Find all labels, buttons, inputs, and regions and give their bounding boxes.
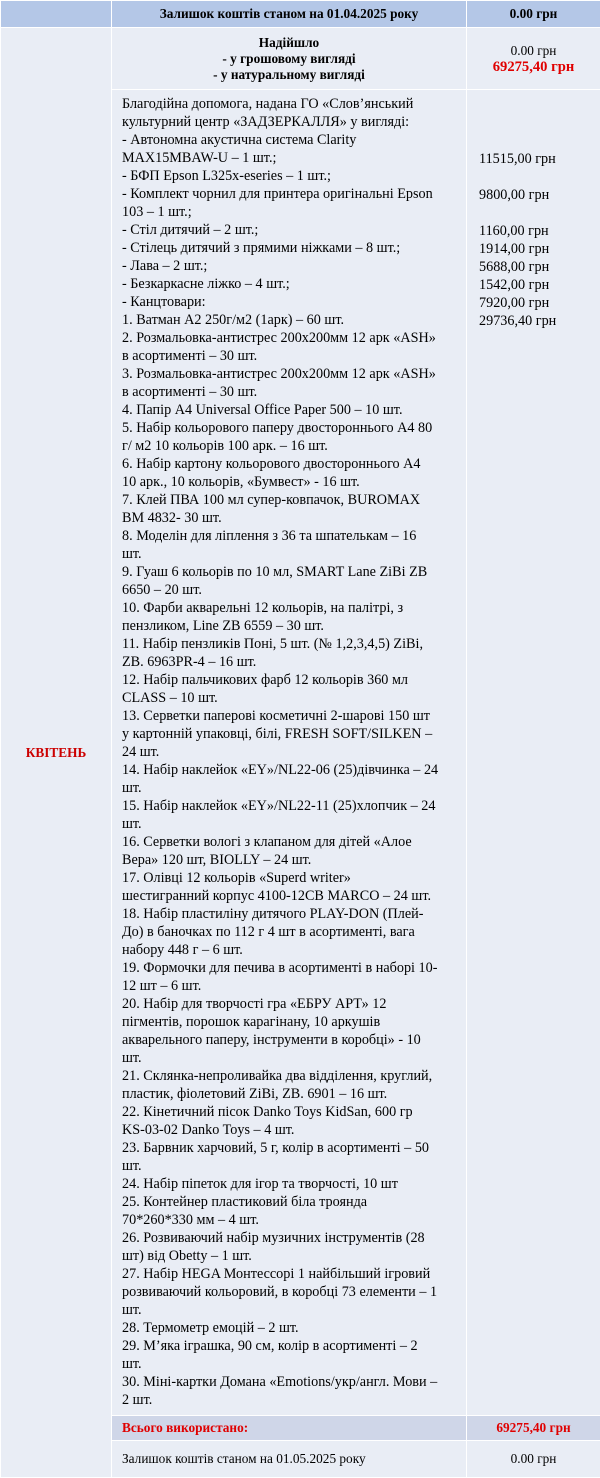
item-line: шестигранний корпус 4100-12CB MARCO – 24 шт. [122, 887, 458, 905]
item-line: 3. Розмальовка-антистрес 200х200мм 12 арк «ASH» [122, 365, 458, 383]
item-line: набору 448 г – 6 шт. [122, 941, 458, 959]
total-used-label: Всього використано: [112, 1416, 467, 1441]
item-line: пластик, фіолетовий ZiBi, ZB. 6901 – 16 шт. [122, 1085, 458, 1103]
opening-balance-title: Залишок коштів станом на 01.04.2025 року [112, 1, 467, 28]
item-line: 30. Міні-картки Домана «Emotions/укр/англ. Мови – [122, 1373, 458, 1391]
item-line: 12. Набір пальчикових фарб 12 кольорів 360 мл [122, 671, 458, 689]
item-line: 7. Клей ПВА 100 мл супер-ковпачок, BUROMAX [122, 491, 458, 509]
opening-balance-amount: 0.00 грн [467, 1, 600, 28]
item-line: 13. Серветки паперові косметичні 2-шарові 150 шт [122, 707, 458, 725]
item-line: 26. Розвиваючий набір музичних інструментів (28 [122, 1229, 458, 1247]
item-line: 12 шт – 6 шт. [122, 977, 458, 995]
item-line: 10. Фарби акварельні 12 кольорів, на палітрі, з [122, 599, 458, 617]
received-line-title: Надійшло [112, 35, 466, 51]
item-line: - Автономна акустична система Clarity [122, 131, 458, 149]
opening-balance-row [1, 1, 600, 28]
item-line: 29. М’яка іграшка, 90 см, колір в асортименті – 2 [122, 1337, 458, 1355]
item-line: - Стіл дитячий – 2 шт.; [122, 221, 458, 239]
item-line: 16. Серветки вологі з клапаном для дітей «Алое [122, 833, 458, 851]
items-description [112, 90, 467, 1416]
item-line: 6. Набір картону кольорового двостороннього А4 [122, 455, 458, 473]
item-line: 1. Ватман А2 250г/м2 (1арк) – 60 шт. [122, 311, 458, 329]
received-in-kind-amount: 69275,40 грн [467, 59, 600, 75]
item-line: До) в баночках по 112 г 4 шт в асортименті, вага [122, 923, 458, 941]
item-line: CLASS – 10 шт. [122, 689, 458, 707]
item-line: 19. Формочки для печива в асортименті в наборі 10- [122, 959, 458, 977]
received-row [1, 28, 600, 90]
item-line: у картонній упаковці, білі, FRESH SOFT/SILKEN – [122, 725, 458, 743]
item-line: - Комплект чорнил для принтера оригінальні Epson [122, 185, 458, 203]
item-line: 2. Розмальовка-антистрес 200х200мм 12 арк «ASH» [122, 329, 458, 347]
item-amount: 29736,40 грн [479, 312, 600, 330]
item-line: шт. [122, 545, 458, 563]
total-used-amount: 69275,40 грн [467, 1416, 600, 1441]
item-line: шт. [122, 1049, 458, 1067]
item-amount: 1160,00 грн [479, 222, 600, 240]
item-line: 20. Набір для творчості гра «ЕБРУ АРТ» 12 [122, 995, 458, 1013]
item-line: 24. Набір піпеток для ігор та творчості, 10 шт [122, 1175, 458, 1193]
item-line: 14. Набір наклейок «EY»/NL22-06 (25)дівчинка – 24 [122, 761, 458, 779]
item-line: 103 – 1 шт.; [122, 203, 458, 221]
item-line: шт. [122, 1157, 458, 1175]
closing-balance-amount: 0.00 грн [467, 1441, 600, 1478]
item-line: - Лава – 2 шт.; [122, 257, 458, 275]
item-line: 11. Набір пензликів Поні, 5 шт. (№ 1,2,3,4,5) ZiBi, [122, 635, 458, 653]
received-amounts [467, 28, 600, 90]
item-line: шт. [122, 1355, 458, 1373]
item-line: 15. Набір наклейок «EY»/NL22-11 (25)хлопчик – 24 [122, 797, 458, 815]
item-line: пензликом, Line ZB 6559 – 30 шт. [122, 617, 458, 635]
items-amounts [467, 90, 600, 1416]
item-line: - Безкаркасне ліжко – 4 шт.; [122, 275, 458, 293]
item-line: 8. Моделін для ліплення з 36 та шпателькам – 16 [122, 527, 458, 545]
item-line: - Канцтовари: [122, 293, 458, 311]
item-amount: 9800,00 грн [479, 186, 600, 204]
item-line: - Стілець дитячий з прямими ніжками – 8 шт.; [122, 239, 458, 257]
item-line: 10 арк., 10 кольорів, «Бумвест» - 16 шт. [122, 473, 458, 491]
item-amount: 7920,00 грн [479, 294, 600, 312]
item-line: 5. Набір кольорового паперу двостороннього А4 80 [122, 419, 458, 437]
item-line: культурний центр «ЗАДЗЕРКАЛЛЯ» у вигляді: [122, 113, 458, 131]
item-line: BM 4832- 30 шт. [122, 509, 458, 527]
item-line: 4. Папір А4 Universal Office Paper 500 – 10 шт. [122, 401, 458, 419]
item-line: г/ м2 10 кольорів 100 арк. – 16 шт. [122, 437, 458, 455]
received-heading [112, 28, 467, 90]
item-line: 27. Набір HEGA Монтессорі 1 найбільший ігровий [122, 1265, 458, 1283]
item-line: пігментів, порошок карагінану, 10 аркушів [122, 1013, 458, 1031]
item-line: 18. Набір пластиліну дитячого PLAY-DON (Плей- [122, 905, 458, 923]
received-line-in-kind: - у натуральному вигляді [112, 67, 466, 83]
item-line: Вера» 120 шт, BIOLLY – 24 шт. [122, 851, 458, 869]
month-label: КВІТЕНЬ [1, 28, 112, 1478]
item-line: Благодійна допомога, надана ГО «Слов’янський [122, 95, 458, 113]
item-line: акварельного паперу, інструменти в коробці» - 10 [122, 1031, 458, 1049]
item-amount: 1542,00 грн [479, 276, 600, 294]
item-line: в асортименті – 30 шт. [122, 347, 458, 365]
item-line: KS-03-02 Danko Toys – 4 шт. [122, 1121, 458, 1139]
item-line: шт. [122, 779, 458, 797]
item-line: 9. Гуаш 6 кольорів по 10 мл, SMART Lane ZiBi ZB [122, 563, 458, 581]
item-line: 28. Термометр емоцій – 2 шт. [122, 1319, 458, 1337]
item-line: 6650 – 20 шт. [122, 581, 458, 599]
item-line: 22. Кінетичний пісок Danko Toys KidSan, 600 гр [122, 1103, 458, 1121]
item-line: 25. Контейнер пластиковий біла троянда [122, 1193, 458, 1211]
item-line: шт. [122, 1301, 458, 1319]
item-line: 17. Олівці 12 кольорів «Superd writer» [122, 869, 458, 887]
item-line: 21. Склянка-непроливайка два відділення, круглий, [122, 1067, 458, 1085]
item-line: MAX15MBAW-U – 1 шт.; [122, 149, 458, 167]
item-line: розвиваючий кольоровий, в коробці 73 елементи – 1 [122, 1283, 458, 1301]
received-line-cash: - у грошовому вигляді [112, 51, 466, 67]
item-line: 70*260*330 мм – 4 шт. [122, 1211, 458, 1229]
item-amount: 5688,00 грн [479, 258, 600, 276]
item-line: в асортименті – 30 шт. [122, 383, 458, 401]
item-amount: 1914,00 грн [479, 240, 600, 258]
received-cash-amount: 0.00 грн [467, 43, 600, 59]
item-line: 24 шт. [122, 743, 458, 761]
item-line: 23. Барвник харчовий, 5 г, колір в асортименті – 50 [122, 1139, 458, 1157]
item-amount: 11515,00 грн [479, 150, 600, 168]
item-line: - БФП Epson L325x-eseries – 1 шт.; [122, 167, 458, 185]
closing-balance-label: Залишок коштів станом на 01.05.2025 року [112, 1441, 467, 1478]
item-line: 2 шт. [122, 1391, 458, 1409]
header-blank-cell [1, 1, 112, 28]
item-line: ZB. 6963PR-4 – 16 шт. [122, 653, 458, 671]
item-line: шт) від Obetty – 1 шт. [122, 1247, 458, 1265]
item-line: шт. [122, 815, 458, 833]
